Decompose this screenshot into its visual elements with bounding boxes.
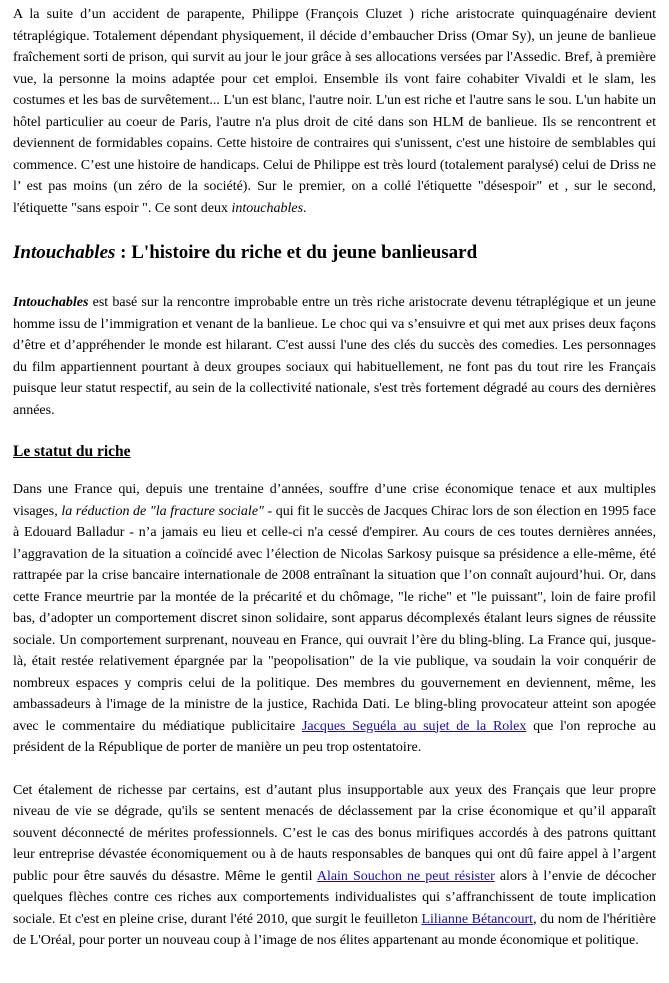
subheading: Le statut du riche — [13, 443, 131, 460]
section-italic-word: Intouchables — [13, 295, 89, 310]
statut2-text-a: Cet étalement de richesse par certains, est d’autant plus insupportable aux yeux des Français que leur propre niveau de vie se dégrade, qu'ils se sentent menacés de déclassement par la crise économique et qu’il apparaît souvent déconnecté de mérites professionnels. C’est le cas des bonus mirifiques accordés à des patrons quittant leur entreprise dévastée économiquement ou à de hauts responsables de banques qui ont dû faire appel à l’argent public pour être sauvés du désastre. Même le gentil — [13, 782, 656, 884]
intro-text: A la suite d’un accident de parapente, Philippe (François Cluzet ) riche aristocrate quinquagénaire devient tétraplégique. Totalement dépendant physiquement, il décide d’embaucher Driss (Omar Sy), un jeune de banlieue fraîchement sorti de prison, qui survit au jour le jour grâce à ses allocations versées par l'Assedic. Bref, à première vue, la personne la moins adaptée pour cet emploi. Ensemble ils vont faire cohabiter Vivaldi et le slam, les costumes et les bas de survêtement... L'un est blanc, l'autre noir. L'un est riche et l'autre sans le sou. L'un habite un hôtel particulier au coeur de Paris, l'autre n'a plus droit de cité dans son HLM de banlieue. Ils se rencontrent et deviennent de formidables copains. Cette histoire de contraires qui s'unissent, c'est une histoire de semblables qui commence. C’est une histoire de handicaps. Celui de Philippe est très lourd (totalement paralysé) celui de Driss ne l’ est pas moins (un zéro de la société). Sur le premier, on a collé l'étiquette "désespoir" et , sur le second, l'étiquette "sans espoir ". Ce sont deux — [13, 7, 656, 216]
souchon-link[interactable]: Alain Souchon ne peut résister — [316, 868, 495, 884]
betancourt-link[interactable]: Lilianne Bétancourt — [421, 911, 534, 927]
seguela-link[interactable]: Jacques Seguéla au sujet de la Rolex — [301, 718, 527, 734]
section-paragraph — [13, 292, 656, 421]
heading-rest: : L'histoire du riche et du jeune banlieusard — [115, 242, 478, 263]
statut-paragraph-1 — [13, 479, 656, 759]
statut-text-b: - qui fit le succès de Jacques Chirac lors de son élection en 1995 face à Edouard Balladur - n’a jamais eu lieu et celle-ci n'a cessé d'empirer. Au cours de ces toutes dernières années, l’aggravation de la situation a coïncidé avec l’élection de Nicolas Sarkosy puisque sa présidence a elle-même, été rattrapée par la crise bancaire internationale de 2008 entraînant la situation que l’on connaît aujourd’hui. Or, dans cette France meurtrie par la montée de la précarité et du chômage, "le riche" et "le puissant", loin de faire profil bas, d’adopter un comportement discret sinon solidaire, sont apparus décomplexés étalant leurs signes de réussite sociale. Un comportement surprenant, nouveau en France, qui ouvrait l’ère du bling-bling. La France qui, jusque-là, était restée relativement épargnée par la "peopolisation" de la vie publique, va soudain la voir conquérir de nombreux espaces y compris celui de la politique. Des membres du gouvernement en deviennent, même, les ambassadeurs à l'image de la ministre de la justice, Rachida Dati. Le bling-bling provocateur atteint son apogée avec le commentaire du médiatique publicitaire — [13, 503, 656, 734]
statut-text-c: que l'on reproche au président de la République de porter de manière un peu trop ostentatoire. — [13, 718, 656, 755]
intro-italic-word: intouchables — [231, 200, 304, 216]
statut2-text-c: , du nom de l'héritière de L'Oréal, pour porter un nouveau coup à l’image de nos élites appartenant au monde économique et politique. — [13, 911, 656, 948]
statut-italic: la réduction de "la fracture sociale" — [61, 503, 264, 519]
section-text: est basé sur la rencontre improbable entre un très riche aristocrate devenu tétraplégique et un jeune homme issu de l’immigration et venant de la banlieue. Le choc qui va s’ensuivre et qui met aux prises deux façons d’être et d’appréhender le monde est hilarant. C'est aussi l'une des clés du succès des comedies. Les personnages du film appartiennent pourtant à deux groupes sociaux qui habituellement, ne font pas du tout rire les Français puisque leur statut respectif, au sein de la collectivité nationale, s'est très fortement dégradé au cours des dernières années. — [13, 295, 656, 418]
statut2-text-b: alors à l’envie de décocher quelques flèches contre ces riches aux comportements individualistes qui s’affranchissent de toute implication sociale. Et c'est en pleine crise, durant l'été 2010, que surgit le feuilleton — [13, 868, 657, 927]
intro-end: . — [303, 200, 307, 216]
statut-text-a: Dans une France qui, depuis une trentaine d’années, souffre d’une crise économique tenace et aux multiples visages, — [13, 482, 656, 519]
statut-paragraph-2 — [13, 780, 656, 952]
section-heading — [13, 242, 656, 264]
intro-paragraph — [13, 4, 656, 219]
heading-italic: Intouchables — [13, 242, 116, 263]
